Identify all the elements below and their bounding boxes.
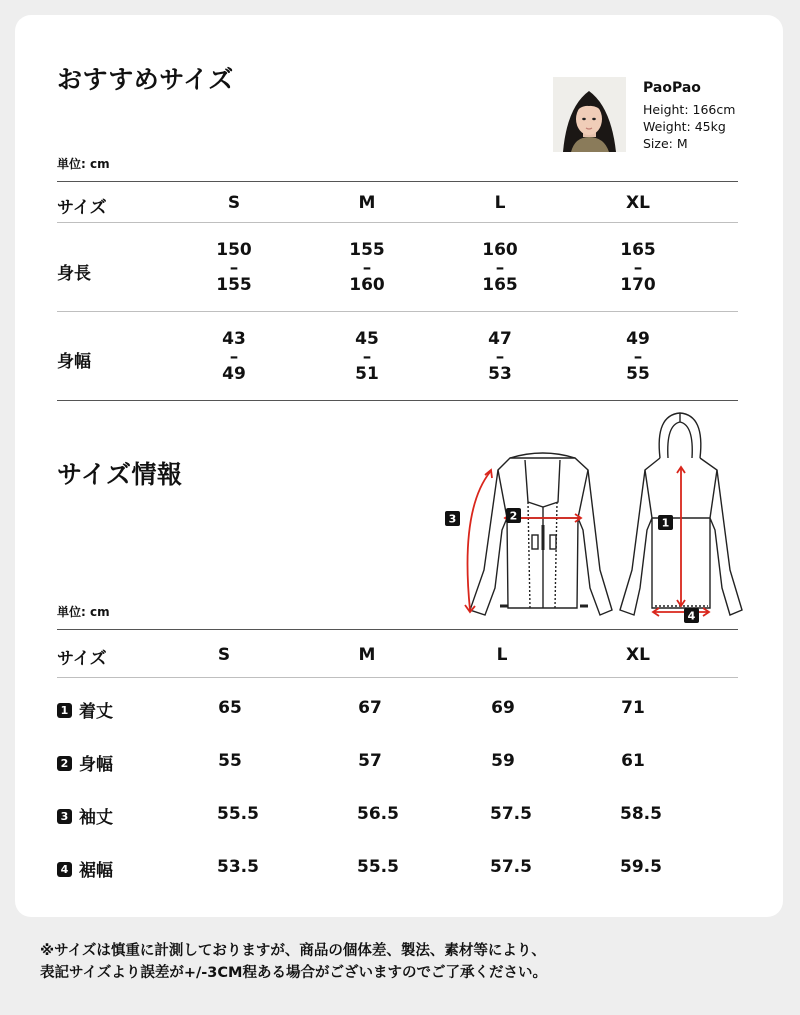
row-number-badge: 2 xyxy=(57,756,72,771)
rec-table-bottom-rule xyxy=(57,400,738,401)
info-header-l: L xyxy=(496,645,508,665)
disclaimer-line-2: 表記サイズより誤差が+/-3CM程ある場合がございますのでご了承ください。 xyxy=(40,965,547,981)
info-header-rule xyxy=(57,677,738,678)
row-number-badge: 4 xyxy=(57,862,72,877)
row-number-badge: 3 xyxy=(57,809,72,824)
info-cell: 67 xyxy=(358,698,382,718)
diagram-marker-3: 3 xyxy=(448,512,457,526)
info-row-label: 1 着丈 xyxy=(57,697,113,722)
info-header-s: S xyxy=(217,645,231,665)
info-header-m: M xyxy=(358,645,376,665)
model-name: PaoPao xyxy=(643,80,701,96)
diagram-marker-2: 2 xyxy=(509,509,518,523)
info-cell: 57.5 xyxy=(490,804,532,824)
info-cell: 59 xyxy=(491,751,515,771)
model-height: Height: 166cm xyxy=(643,102,736,117)
diagram-marker-1: 1 xyxy=(661,516,670,530)
rec-cell: 45 – 51 xyxy=(355,329,379,384)
recommended-size-title: おすすめサイズ xyxy=(57,65,234,94)
info-cell: 55.5 xyxy=(357,857,399,877)
rec-cell: 165 – 170 xyxy=(620,240,656,295)
info-cell: 61 xyxy=(621,751,645,771)
info-header-xl: XL xyxy=(626,645,650,665)
info-cell: 71 xyxy=(621,698,645,718)
rec-header-s: S xyxy=(227,193,241,213)
info-row-label: 3 袖丈 xyxy=(57,803,113,828)
info-row-label: 2 身幅 xyxy=(57,750,113,775)
model-weight: Weight: 45kg xyxy=(643,119,726,134)
info-cell: 55.5 xyxy=(217,804,259,824)
info-header-size: サイズ xyxy=(57,649,107,669)
model-portrait-image xyxy=(553,77,626,152)
info-table-top-rule xyxy=(57,629,738,630)
rec-header-rule xyxy=(57,222,738,223)
disclaimer-line-1: ※サイズは慎重に計測しておりますが、商品の個体差、製法、素材等により、 xyxy=(40,943,546,959)
size-info-title: サイズ情報 xyxy=(57,460,183,489)
rec-table-top-rule xyxy=(57,181,738,182)
rec-cell: 150 – 155 xyxy=(216,240,252,295)
rec-cell: 160 – 165 xyxy=(482,240,518,295)
jacket-measurement-diagram xyxy=(440,410,750,625)
rec-row-rule xyxy=(57,311,738,312)
rec-cell: 43 – 49 xyxy=(222,329,246,384)
info-cell: 57 xyxy=(358,751,382,771)
rec-header-size: サイズ xyxy=(57,198,107,218)
recommended-unit-label: 単位: cm xyxy=(57,157,110,171)
rec-cell: 47 – 53 xyxy=(488,329,512,384)
info-cell: 53.5 xyxy=(217,857,259,877)
rec-row-label: 身長 xyxy=(57,264,91,284)
rec-row-label: 身幅 xyxy=(57,352,91,372)
rec-header-xl: XL xyxy=(626,193,650,213)
info-cell: 58.5 xyxy=(620,804,662,824)
rec-cell: 49 – 55 xyxy=(626,329,650,384)
size-info-unit-label: 単位: cm xyxy=(57,605,110,619)
row-number-badge: 1 xyxy=(57,703,72,718)
info-row-label: 4 裾幅 xyxy=(57,856,113,881)
model-size: Size: M xyxy=(643,136,688,151)
info-cell: 59.5 xyxy=(620,857,662,877)
rec-header-l: L xyxy=(494,193,506,213)
model-photo xyxy=(553,77,626,152)
rec-header-m: M xyxy=(358,193,376,213)
diagram-marker-4: 4 xyxy=(687,609,696,623)
rec-cell: 155 – 160 xyxy=(349,240,385,295)
info-cell: 57.5 xyxy=(490,857,532,877)
info-cell: 55 xyxy=(218,751,242,771)
info-cell: 56.5 xyxy=(357,804,399,824)
info-cell: 65 xyxy=(218,698,242,718)
disclaimer-note xyxy=(40,940,547,984)
info-cell: 69 xyxy=(491,698,515,718)
